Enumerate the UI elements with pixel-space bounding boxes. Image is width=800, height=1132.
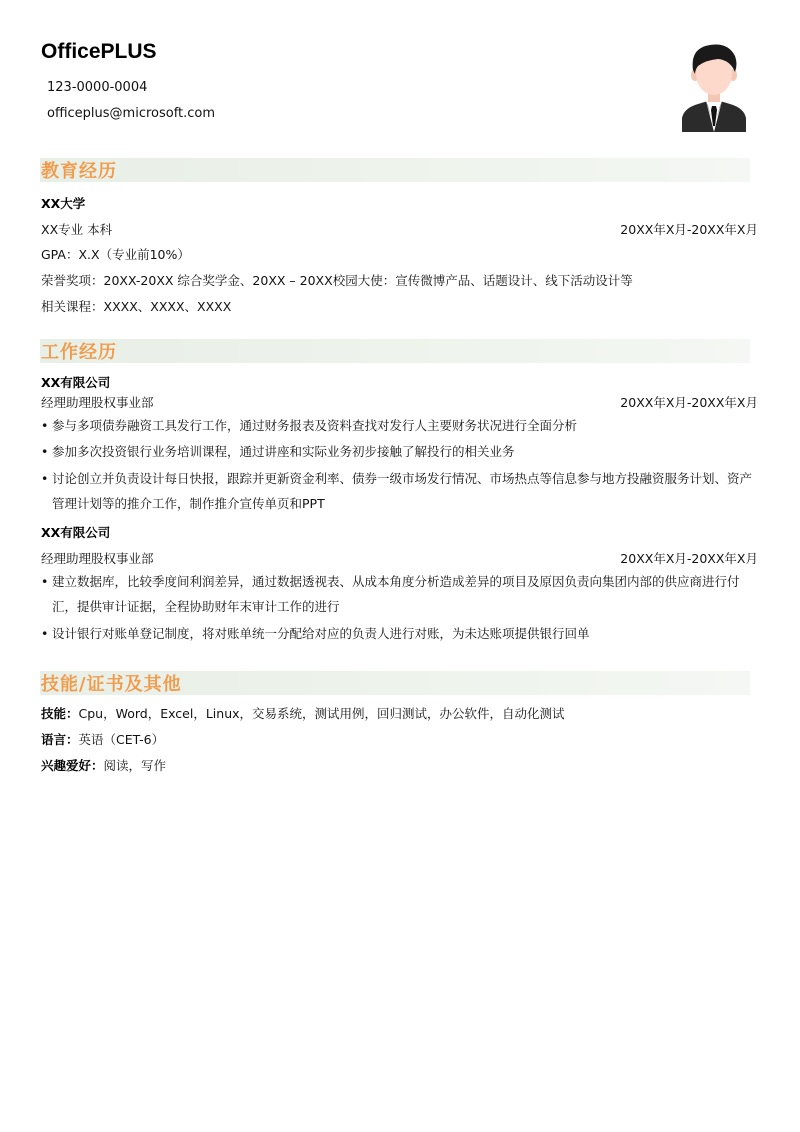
- hobby-value: 阅读，写作: [103, 758, 167, 773]
- job-1-bullet-2: • 参加多次投资银行业务培训课程，通过讲座和实际业务初步接触了解投行的相关业务: [41, 444, 515, 459]
- candidate-name: OfficePLUS: [41, 40, 157, 63]
- major-degree: XX专业 本科: [41, 222, 113, 237]
- job-2-position: 经理助理股权事业部: [41, 551, 154, 566]
- honors: 荣誉奖项：20XX-20XX 综合奖学金、20XX – 20XX校园大使：宣传微博产品、话题设计、线下活动设计等: [41, 273, 633, 288]
- skills-line: [41, 704, 565, 722]
- education-section-header: [40, 158, 750, 182]
- job-1-date: 20XX年X月-20XX年X月: [620, 395, 758, 410]
- job-2-company: XX有限公司: [41, 525, 111, 540]
- job-1-bullet-3: • 讨论创立并负责设计每日快报，跟踪并更新资金利率、债券一级市场发行情况、市场热点等信息参与地方投融资服务计划、资产管理计划等的推介工作，制作推介宣传单页和PPT: [41, 471, 753, 511]
- skills-title: 技能/证书及其他: [41, 674, 182, 695]
- job-1-position: 经理助理股权事业部: [41, 395, 154, 410]
- gpa: GPA：X.X（专业前10%）: [41, 247, 190, 262]
- email-address: officeplus@microsoft.com: [47, 106, 216, 121]
- hobby-label: 兴趣爱好：: [41, 758, 104, 773]
- school-name: XX大学: [41, 196, 86, 211]
- hobby-line: [41, 756, 166, 774]
- education-date: 20XX年X月-20XX年X月: [620, 222, 758, 237]
- language-label: 语言：: [41, 732, 79, 747]
- job-1-bullet-1: • 参与多项债券融资工具发行工作，通过财务报表及资料查找对发行人主要财务状况进行全面分析: [41, 418, 578, 433]
- work-section-header: [40, 339, 750, 363]
- courses: 相关课程：XXXX、XXXX、XXXX: [41, 299, 232, 314]
- skills-section-header: [40, 671, 750, 695]
- language-line: [41, 730, 164, 748]
- skills-value: Cpu，Word，Excel，Linux，交易系统，测试用例，回归测试，办公软件，自动化测试: [78, 706, 565, 721]
- education-title: 教育经历: [41, 161, 117, 182]
- work-title: 工作经历: [41, 342, 117, 363]
- job-1-company: XX有限公司: [41, 375, 111, 390]
- job-2-date: 20XX年X月-20XX年X月: [620, 551, 758, 566]
- business-avatar-icon: [678, 40, 750, 132]
- phone-number: 123-0000-0004: [47, 80, 148, 95]
- job-2-bullet-1: • 建立数据库，比较季度间利润差异，通过数据透视表、从成本角度分析造成差异的项目及原因负责向集团内部的供应商进行付汇，提供审计证据，全程协助财年末审计工作的进行: [41, 574, 740, 614]
- language-value: 英语（CET-6）: [78, 732, 165, 747]
- job-2-bullet-2: • 设计银行对账单登记制度，将对账单统一分配给对应的负责人进行对账，为未达账项提供银行回单: [41, 626, 590, 641]
- skills-label: 技能：: [41, 706, 79, 721]
